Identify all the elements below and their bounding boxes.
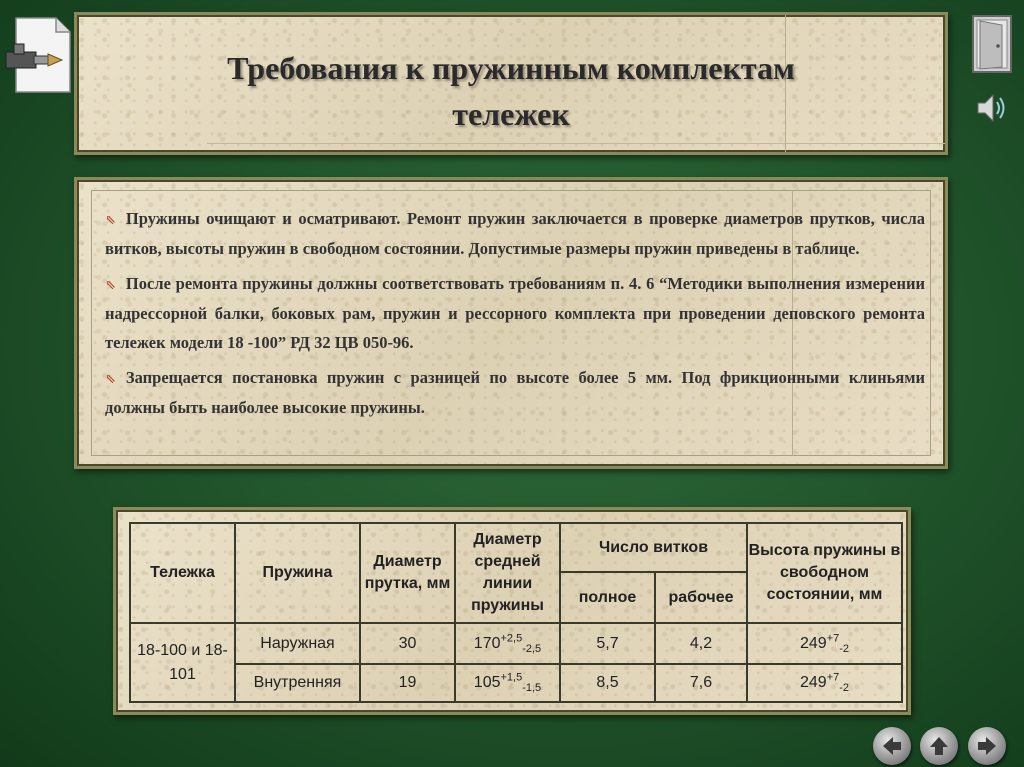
arrow-up-icon <box>927 734 951 758</box>
bullet-arrow-icon: ⇖ <box>105 371 116 386</box>
tolerance-minus: -1,5 <box>522 682 542 695</box>
bullet-arrow-icon: ⇖ <box>105 277 116 292</box>
cell-coils-working: 7,6 <box>655 664 747 702</box>
value-base: 105 <box>473 674 501 691</box>
spring-specs-table <box>129 522 903 703</box>
cell-free-height <box>747 623 902 664</box>
bullet-text: После ремонта пружины должны соответствовать требованиям п. 4. 6 “Методики выполнения измерении надрессорной балки, боковых рам, пружин и рессорного комплекта при проведении деповского ремонта тележек модели 18 -100” РД 32 ЦВ 050-96. <box>105 274 925 352</box>
title-panel <box>74 12 948 155</box>
tolerance-plus: +7 <box>826 671 840 684</box>
cell-mean-diameter <box>455 623 560 664</box>
tolerance-plus: +2,5 <box>500 632 523 645</box>
list-item <box>105 204 925 263</box>
cell-coils-full: 5,7 <box>560 623 655 664</box>
back-button[interactable] <box>873 727 911 765</box>
header-coils: Число витков <box>560 523 747 572</box>
bullet-text: Запрещается постановка пружин с разницей по высоте более 5 мм. Под фрикционными клиньями должны быть наиболее высокие пружины. <box>105 368 925 417</box>
forward-button[interactable] <box>968 727 1006 765</box>
header-coils-full: полное <box>560 572 655 623</box>
table-row <box>130 623 902 664</box>
cell-spring: Внутренняя <box>235 664 360 702</box>
value-base: 249 <box>799 634 827 652</box>
title-line-1: Требования к пружинным комплектам <box>227 50 795 86</box>
value-base: 249 <box>799 674 827 691</box>
page-title <box>77 45 945 137</box>
arrow-left-icon <box>880 734 904 758</box>
header-bar-diameter: Диаметр прутка, мм <box>360 523 455 623</box>
table-panel <box>113 507 911 715</box>
door-icon[interactable] <box>972 15 1012 73</box>
bullet-arrow-icon: ⇖ <box>105 212 116 227</box>
tolerance-minus: -2,5 <box>522 642 542 655</box>
cell-spring: Наружная <box>235 623 360 664</box>
arrow-right-icon <box>975 734 999 758</box>
tolerance-plus: +7 <box>826 632 840 645</box>
cell-bogie-models: 18-100 и 18-101 <box>130 623 235 702</box>
cell-bar-diameter: 19 <box>360 664 455 702</box>
cell-bar-diameter: 30 <box>360 623 455 664</box>
text-panel <box>74 177 948 469</box>
cell-free-height <box>747 664 902 702</box>
header-bogie: Тележка <box>130 523 235 623</box>
title-line-2: тележек <box>452 96 570 132</box>
value-base: 170 <box>473 634 501 652</box>
home-button[interactable] <box>920 727 958 765</box>
header-spring: Пружина <box>235 523 360 623</box>
tolerance-minus: -2 <box>839 642 850 655</box>
tolerance-plus: +1,5 <box>500 671 523 684</box>
header-mean-diameter: Диаметр средней линии пружины <box>455 523 560 623</box>
list-item <box>105 269 925 357</box>
list-item <box>105 363 925 422</box>
tolerance-minus: -2 <box>839 682 850 695</box>
document-icon[interactable] <box>4 16 72 94</box>
cell-coils-working: 4,2 <box>655 623 747 664</box>
speaker-icon[interactable] <box>974 90 1008 126</box>
divider <box>207 143 945 144</box>
header-coils-working: рабочее <box>655 572 747 623</box>
table-row <box>130 664 902 702</box>
bullet-text: Пружины очищают и осматривают. Ремонт пружин заключается в проверке диаметров прутков, числа витков, высоты пружин в свободном состоянии. Допустимые размеры пружин приведены в таблице. <box>105 209 925 258</box>
bullet-list <box>105 204 925 428</box>
cell-coils-full: 8,5 <box>560 664 655 702</box>
header-free-height: Высота пружины в свободном состоянии, мм <box>747 523 902 623</box>
cell-mean-diameter <box>455 664 560 702</box>
